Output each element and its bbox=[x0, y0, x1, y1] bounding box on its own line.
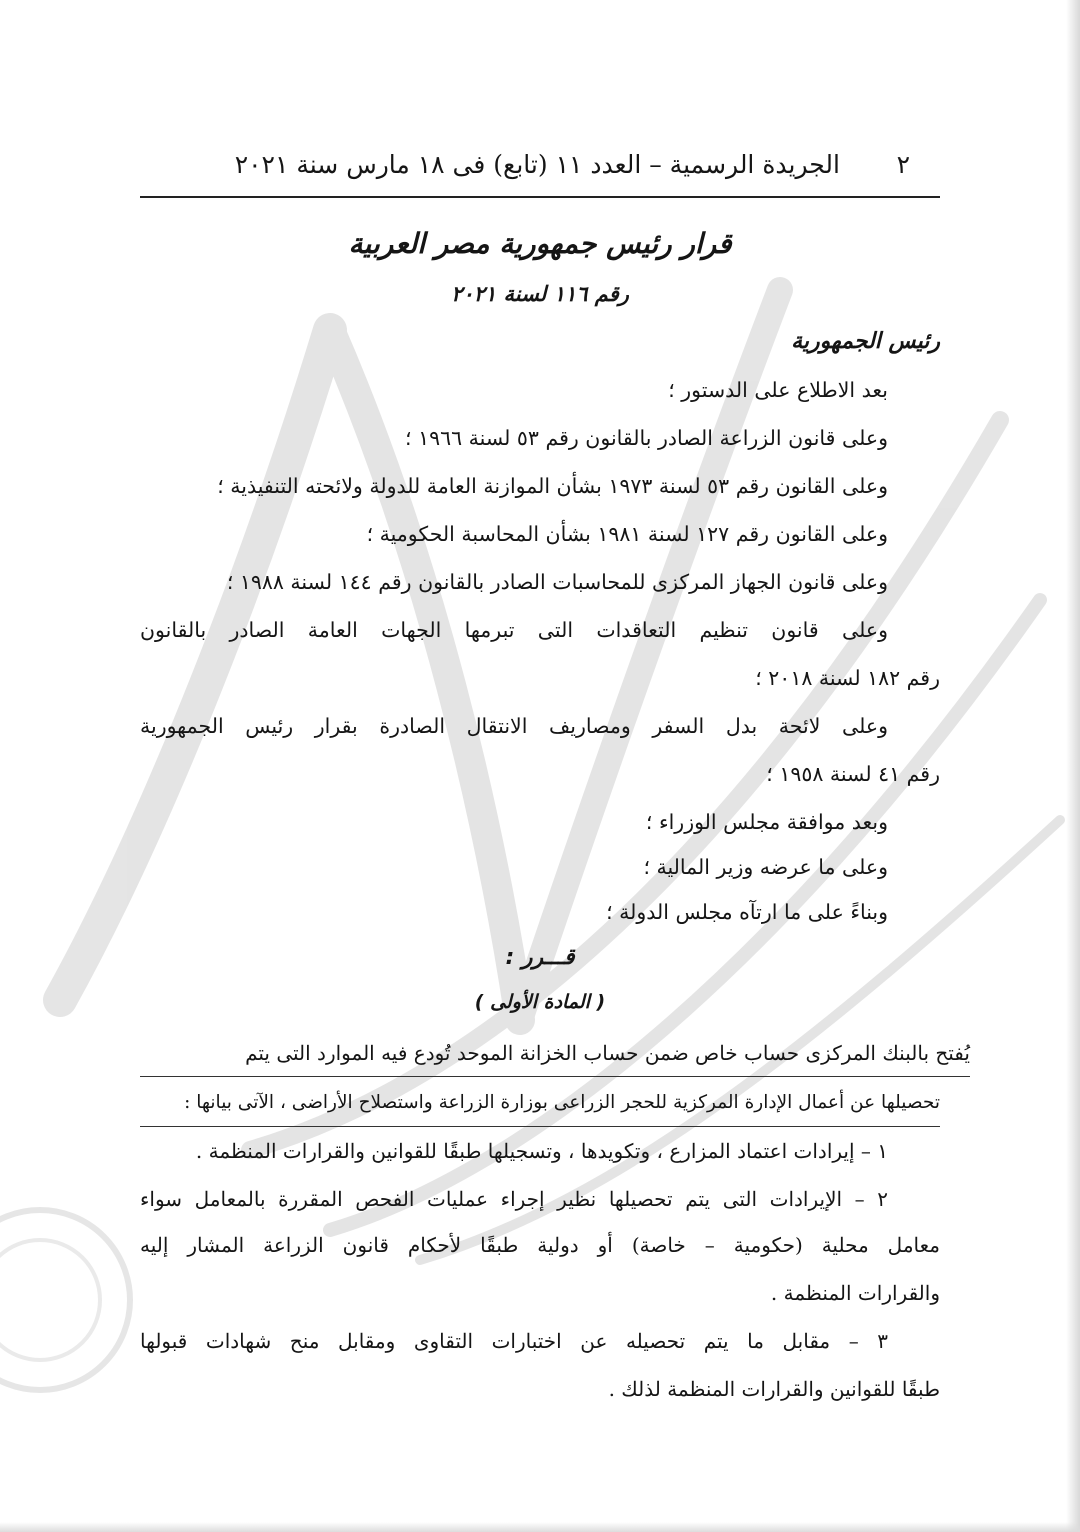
preamble-line: وعلى ما عرضه وزير المالية ؛ bbox=[643, 855, 888, 879]
preamble-line: وبناءً على ما ارتآه مجلس الدولة ؛ bbox=[606, 900, 888, 924]
decree-number: رقم ١١٦ لسنة ٢٠٢١ bbox=[451, 282, 629, 306]
preamble-line: وعلى القانون رقم ٥٣ لسنة ١٩٧٣ بشأن الموازنة العامة للدولة ولائحته التنفيذية ؛ bbox=[217, 474, 888, 498]
preamble-line: وبعد موافقة مجلس الوزراء ؛ bbox=[645, 810, 888, 834]
article-line: يُفتح بالبنك المركزى حساب خاص ضمن حساب الخزانة الموحد تُودع فيه الموارد التى يتم bbox=[140, 1030, 970, 1077]
preamble-line: وعلى لائحة بدل السفر ومصاريف الانتقال الصادرة بقرار رئيس الجمهورية bbox=[140, 714, 888, 738]
preamble-line: وعلى القانون رقم ١٢٧ لسنة ١٩٨١ بشأن المحاسبة الحكومية ؛ bbox=[366, 522, 888, 546]
article-item-continuation: معامل محلية (حكومية – خاصة) أو دولية طبقًا لأحكام قانون الزراعة المشار إليه bbox=[140, 1233, 940, 1257]
article-item: ٢ – الإيرادات التى يتم تحصيلها نظير إجراء عمليات الفحص المقررة بالمعامل سواء bbox=[140, 1187, 888, 1211]
article-item: ٣ – مقابل ما يتم تحصيله عن اختبارات التقاوى ومقابل منح شهادات قبولها bbox=[140, 1329, 888, 1353]
preamble-line-continuation: رقم ٤١ لسنة ١٩٥٨ ؛ bbox=[766, 762, 940, 786]
preamble-line: وعلى قانون الزراعة الصادر بالقانون رقم ٥٣ لسنة ١٩٦٦ ؛ bbox=[405, 426, 888, 450]
decree-title: قرار رئيس جمهورية مصر العربية bbox=[348, 227, 732, 260]
article-item: ١ – إيرادات اعتماد المزارع ، وتكويدها ، وتسجيلها طبقًا للقوانين والقرارات المنظمة . bbox=[195, 1139, 888, 1163]
gazette-issue-line: الجريدة الرسمية – العدد ١١ (تابع) فى ١٨ مارس سنة ٢٠٢١ bbox=[234, 150, 840, 179]
scan-edge-shadow-bottom bbox=[0, 1522, 1080, 1532]
header-divider bbox=[140, 196, 940, 198]
article-line: تحصيلها عن أعمال الإدارة المركزية للحجر الزراعى بوزارة الزراعة واستصلاح الأراضى ، الآتى بيانها : bbox=[140, 1080, 940, 1127]
preamble-line-continuation: رقم ١٨٢ لسنة ٢٠١٨ ؛ bbox=[755, 666, 940, 690]
page-number: ٢ bbox=[896, 150, 910, 179]
preamble-line: وعلى قانون الجهاز المركزى للمحاسبات الصادر بالقانون رقم ١٤٤ لسنة ١٩٨٨ ؛ bbox=[226, 570, 888, 594]
preamble-line: وعلى قانون تنظيم التعاقدات التى تبرمها الجهات العامة الصادر بالقانون bbox=[140, 618, 888, 642]
page-header bbox=[140, 140, 940, 190]
preamble-line: بعد الاطلاع على الدستور ؛ bbox=[668, 378, 888, 402]
decided-heading: قـــرر : bbox=[505, 945, 575, 970]
article-item-continuation: طبقًا للقوانين والقرارات المنظمة لذلك . bbox=[608, 1377, 940, 1401]
article-item-continuation: والقرارات المنظمة . bbox=[770, 1281, 940, 1305]
scan-edge-shadow-right bbox=[1066, 0, 1080, 1532]
issuer-heading: رئيس الجمهورية bbox=[791, 329, 940, 354]
article-one-title: ( المادة الأولى ) bbox=[474, 991, 606, 1013]
